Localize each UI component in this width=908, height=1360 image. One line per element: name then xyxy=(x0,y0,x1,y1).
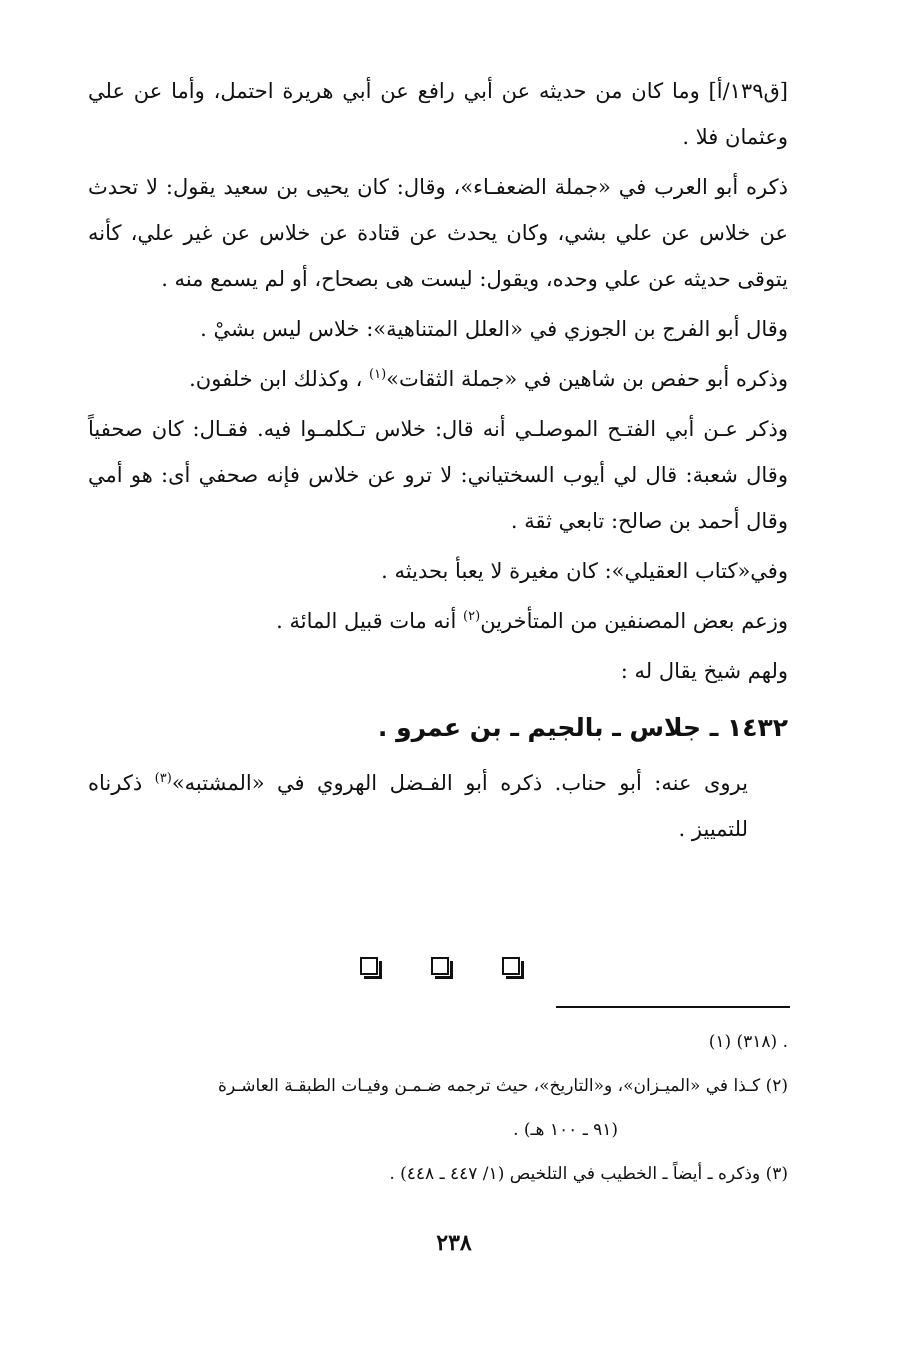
line-shaykh: ولهم شيخ يقال له : xyxy=(620,659,788,683)
square-ornament-icon xyxy=(431,957,449,975)
footnote-mark-3: (٣) xyxy=(154,771,172,786)
line-ibn-shahin xyxy=(88,356,788,402)
paragraph-abu-al-arab: ذكره أبو العرب في «جملة الضعفـاء»، وقال: كان يحيى بن سعيد يقول: لا تحدث عن خلاس عن علي بشي، وكان يحدث عن قتادة عن خلاس عن غير علي، كأنه يتوقى حديثه عن علي وحده، ويقول: ليست هى بصحاح، أو لم يسمع منه . xyxy=(88,175,788,291)
entry-text-after: ذكرناه للتمييز . xyxy=(88,771,748,841)
section-ornaments xyxy=(360,957,520,983)
line-mutaakhkhirin xyxy=(88,598,788,644)
line-ibn-al-jawzi: وقال أبو الفرج بن الجوزي في «العلل المتناهية»: خلاس ليس بشيْ . xyxy=(200,317,788,341)
square-ornament-icon xyxy=(502,957,520,975)
ibn-shahin-text-after: ، وكذلك ابن خلفون. xyxy=(189,367,370,391)
entry-text: يروى عنه: أبو حناب. ذكره أبو الفـضل الهروي في «المشتبه» xyxy=(171,771,748,795)
entry-text-1432 xyxy=(88,760,788,852)
footnote-2-continued: (٩١ ـ ١٠٠ هـ) . xyxy=(513,1120,618,1140)
footnote-1: . (٣١٨) (١) xyxy=(708,1032,788,1052)
paragraph-al-mosuli: وذكر عـن أبي الفتـح الموصلـي أنه قال: خلاس تـكلمـوا فيه. فقـال: كان صحفياً وقال شعبة: قال لي أيوب السختياني: لا ترو عن خلاس فإنه صحفي أى: هو أمي وقال أحمد بن صالح: تابعي ثقة . xyxy=(88,417,788,533)
footnote-3: (٣) وذكره ـ أيضاً ـ الخطيب في التلخيص (١/ ٤٤٧ ـ ٤٤٨) . xyxy=(389,1164,788,1184)
square-ornament-icon xyxy=(360,957,378,975)
line-al-uqayli: وفي«كتاب العقيلي»: كان مغيرة لا يعبأ بحديثه . xyxy=(381,559,788,583)
mutaakhkhirin-text-after: أنه مات قبيل المائة . xyxy=(276,609,464,633)
paragraph-isnad: [ق١٣٩/أ] وما كان من حديثه عن أبي رافع عن أبي هريرة احتمل، وأما عن علي وعثمان فلا . xyxy=(88,79,788,149)
page-number: ٢٣٨ xyxy=(436,1230,472,1256)
footnote-divider xyxy=(556,1006,790,1008)
entry-heading-1432: ١٤٣٢ ـ جلاس ـ بالجيم ـ بن عمرو . xyxy=(377,713,788,742)
footnote-2: (٢) كـذا في «الميـزان»، و«التاريخ»، حيث ترجمه ضـمـن وفيـات الطبقـة العاشـرة xyxy=(218,1076,788,1096)
footnote-mark-1: (١) xyxy=(369,367,387,382)
footnotes xyxy=(88,1020,788,1196)
footnote-mark-2: (٢) xyxy=(463,609,481,624)
main-text xyxy=(88,68,788,856)
ibn-shahin-text: وذكره أبو حفص بن شاهين في «جملة الثقات» xyxy=(386,367,788,391)
mutaakhkhirin-text: وزعم بعض المصنفين من المتأخرين xyxy=(480,609,788,633)
